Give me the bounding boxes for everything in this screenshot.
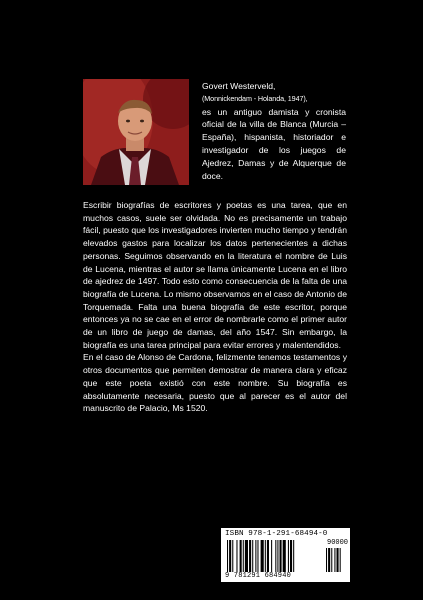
paragraph: En el caso de Alonso de Cardona, felizmente tenemos testamentos y otros documentos que permiten demostrar de manera clara y eficaz que este poeta existió con este nombre. Su biografía es absolutamente necesaria, puesto que al parecer es el autor del manuscrito de Palacio, Ms 1520.	[83, 352, 347, 414]
paragraph: Escribir biografías de escritores y poetas es una tarea, que en muchos casos, suele ser olvidada. No es precisamente un trabajo fácil, puesto que los investigadores invierten mucho tiempo y tendrán elevados gastos para localizar los datos pertenecientes a dichas personas. Seguimos observando en la literatura el nombre de Luis de Lucena, mientras el autor se llama únicamente Lucena en el libro de ajedrez de 1497. Todo esto como consecuencia de la falta de una biografía de Lucena. Lo mismo observamos en el caso de Antonio de Torquemada. Falta una buena biografía de este escritor, porque entonces ya no se cae en el error de nombrarle como el primer autor de un libro de juego de damas, del año 1547. Sin embargo, la biografía es una tarea principal para evitar errores y malentendidos.	[83, 200, 347, 350]
isbn-number: ISBN 978-1-291-68494-0	[225, 530, 328, 538]
isbn-barcode	[221, 528, 350, 582]
barcode-digits: 9 781291 684940	[225, 572, 292, 580]
author-name: Govert Westerveld,	[202, 81, 276, 91]
author-origin: (Monnickendam - Holanda, 1947),	[202, 93, 308, 103]
back-cover-text	[83, 199, 347, 415]
author-bio	[202, 80, 346, 182]
portrait-photo-icon	[83, 79, 189, 185]
price-code: 90000	[327, 539, 349, 547]
author-photo	[83, 79, 189, 185]
author-description: es un antiguo damista y cronista oficial de la villa de Blanca (Murcia – España), hispanista, historiador e investigador de los juegos de Ajedrez, Damas y de Alquerque de doce.	[202, 106, 346, 181]
